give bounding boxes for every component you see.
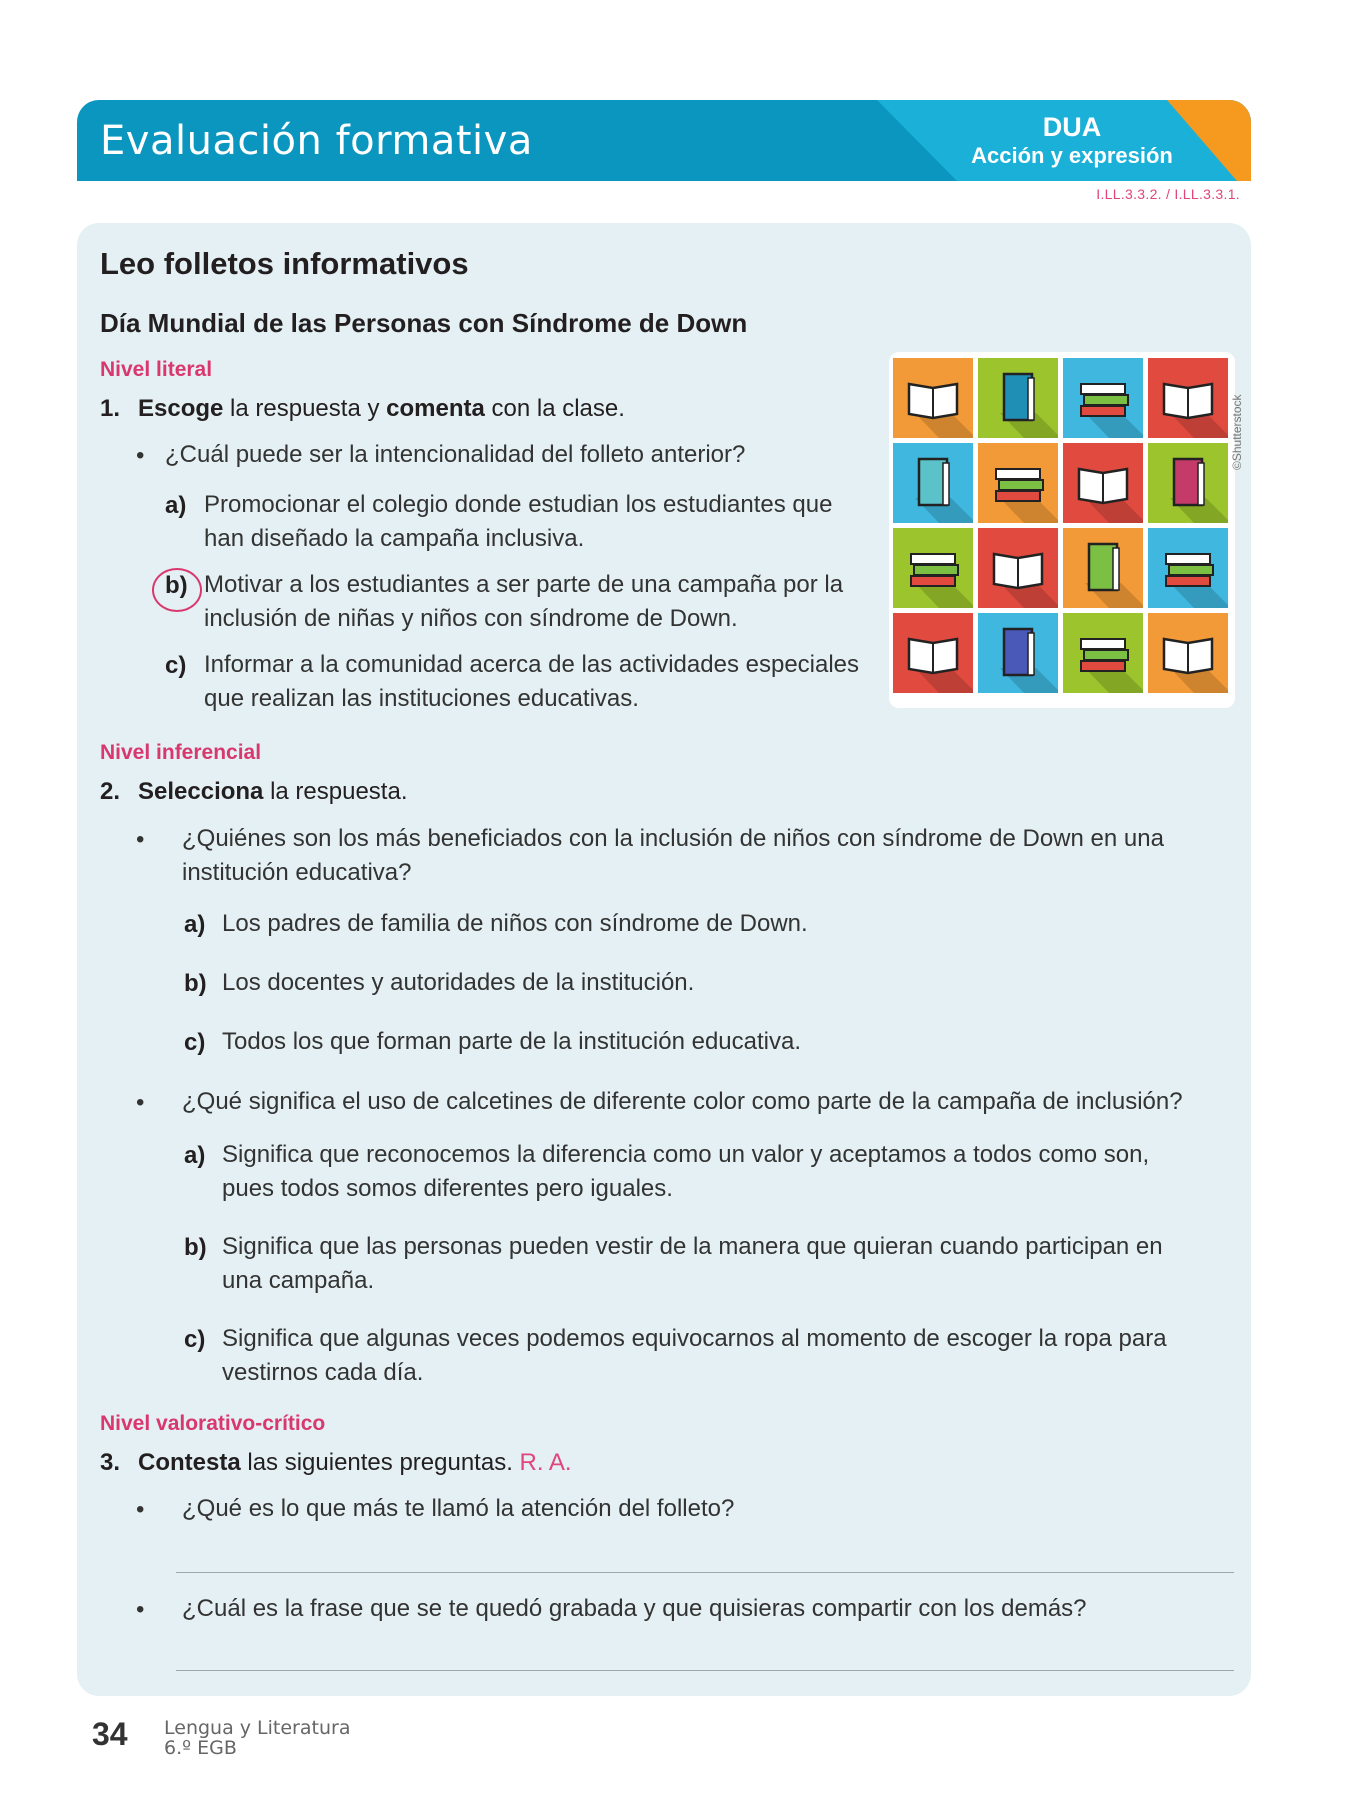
- q1-option-c[interactable]: [204, 648, 859, 716]
- option-line: una campaña.: [222, 1267, 375, 1294]
- book-tile: [1148, 528, 1228, 608]
- answer-line-1[interactable]: [176, 1572, 1234, 1573]
- question-text: las siguientes preguntas.: [240, 1449, 513, 1476]
- q2-prompt-2: ¿Qué significa el uso de calcetines de diferente color como parte de la campaña de inclusión?: [182, 1088, 1183, 1115]
- verb: Selecciona: [138, 778, 264, 805]
- level-valorativo: Nivel valorativo-crítico: [100, 1412, 326, 1435]
- prompt-line: institución educativa?: [182, 859, 412, 886]
- option-line: inclusión de niñas y niños con síndrome de Down.: [204, 605, 738, 632]
- option-letter: a): [184, 1142, 206, 1169]
- question-3: [100, 1449, 572, 1477]
- header-band: [77, 100, 1251, 181]
- level-literal: Nivel literal: [100, 358, 213, 381]
- option-line: Significa que algunas veces podemos equivocarnos al momento de escoger la ropa para: [222, 1325, 1167, 1352]
- option-line: han diseñado la campaña inclusiva.: [204, 525, 585, 552]
- q1-option-a[interactable]: [204, 488, 832, 556]
- question-2: [100, 778, 408, 806]
- option-letter: b): [165, 572, 188, 599]
- book-tile: [978, 613, 1058, 693]
- verb: Contesta: [138, 1449, 241, 1476]
- book-tile: [978, 358, 1058, 438]
- footer-subject: [164, 1718, 350, 1758]
- dua-subtitle: Acción y expresión: [971, 143, 1173, 168]
- bullet: •: [136, 826, 145, 853]
- prompt-line: ¿Quiénes son los más beneficiados con la inclusión de niños con síndrome de Down en una: [182, 825, 1164, 852]
- option-line: Informar a la comunidad acerca de las actividades especiales: [204, 651, 860, 678]
- option-line: Motivar a los estudiantes a ser parte de una campaña por la: [204, 571, 844, 598]
- option-letter: a): [165, 492, 187, 519]
- question-number: 3.: [100, 1449, 121, 1476]
- book-tile: [1148, 358, 1228, 438]
- q2b-option-c[interactable]: [222, 1322, 1167, 1390]
- book-tile: [1063, 358, 1143, 438]
- q3-prompt-1: ¿Qué es lo que más te llamó la atención del folleto?: [182, 1495, 735, 1522]
- book-tile: [978, 443, 1058, 523]
- q2b-option-a[interactable]: [222, 1138, 1149, 1206]
- question-number: 2.: [100, 778, 121, 805]
- option-line: Promocionar el colegio donde estudian los estudiantes que: [204, 491, 833, 518]
- section-subtitle: Día Mundial de las Personas con Síndrome de Down: [100, 308, 748, 338]
- grade-label: 6.º EGB: [164, 1737, 237, 1759]
- section-title: Leo folletos informativos: [100, 246, 469, 281]
- question-1: [100, 395, 625, 423]
- subject-name: Lengua y Literatura: [164, 1717, 351, 1739]
- option-letter: c): [184, 1326, 206, 1353]
- question-number: 1.: [100, 395, 121, 422]
- book-tile: [1148, 613, 1228, 693]
- option-letter: c): [184, 1029, 206, 1056]
- verb: comenta: [386, 395, 485, 422]
- option-letter: b): [184, 970, 207, 997]
- ra-mark: R. A.: [519, 1449, 572, 1476]
- q3-prompt-2: ¿Cuál es la frase que se te quedó grabada y que quisieras compartir con los demás?: [182, 1595, 1087, 1622]
- books-icon-grid: [893, 356, 1231, 704]
- option-letter: c): [165, 652, 187, 679]
- option-line: pues todos somos diferentes pero iguales.: [222, 1175, 673, 1202]
- q1-option-b[interactable]: [204, 568, 843, 636]
- book-tile: [893, 528, 973, 608]
- option-line: Significa que las personas pueden vestir de la manera que quieran cuando participan en: [222, 1233, 1163, 1260]
- question-text: la respuesta.: [263, 778, 408, 805]
- answer-line-2[interactable]: [176, 1670, 1234, 1671]
- q2a-option-b[interactable]: Los docentes y autoridades de la institución.: [222, 969, 695, 996]
- book-tile: [893, 443, 973, 523]
- book-tile: [1063, 528, 1143, 608]
- book-tile: [893, 358, 973, 438]
- books-illustration: [889, 352, 1235, 708]
- book-tile: [1063, 613, 1143, 693]
- page-number: 34: [92, 1716, 128, 1752]
- option-line: vestirnos cada día.: [222, 1359, 424, 1386]
- book-tile: [1063, 443, 1143, 523]
- q1-prompt: ¿Cuál puede ser la intencionalidad del folleto anterior?: [165, 441, 746, 468]
- option-letter: b): [184, 1234, 207, 1261]
- q2a-option-a[interactable]: Los padres de familia de niños con síndrome de Down.: [222, 910, 808, 937]
- option-line: Significa que reconocemos la diferencia como un valor y aceptamos a todos como son,: [222, 1141, 1150, 1168]
- bullet: •: [136, 442, 145, 469]
- bullet: •: [136, 1089, 145, 1116]
- dua-badge: [957, 112, 1187, 170]
- verb: Escoge: [138, 395, 224, 422]
- dua-title: DUA: [1042, 112, 1102, 142]
- level-inferencial: Nivel inferencial: [100, 741, 262, 764]
- page-title: Evaluación formativa: [100, 118, 533, 164]
- question-text: con la clase.: [484, 395, 625, 422]
- book-tile: [978, 528, 1058, 608]
- option-letter: a): [184, 911, 206, 938]
- indicator-codes: I.LL.3.3.2. / I.LL.3.3.1.: [1096, 186, 1240, 202]
- book-tile: [893, 613, 973, 693]
- question-text: la respuesta y: [223, 395, 387, 422]
- q2b-option-b[interactable]: [222, 1230, 1163, 1298]
- q2a-option-c[interactable]: Todos los que forman parte de la institución educativa.: [222, 1028, 802, 1055]
- book-tile: [1148, 443, 1228, 523]
- bullet: •: [136, 1496, 145, 1523]
- q2-prompt-1: [182, 822, 1164, 890]
- option-line: que realizan las instituciones educativas.: [204, 685, 639, 712]
- image-credit: ©Shutterstock: [1230, 394, 1244, 470]
- bullet: •: [136, 1596, 145, 1623]
